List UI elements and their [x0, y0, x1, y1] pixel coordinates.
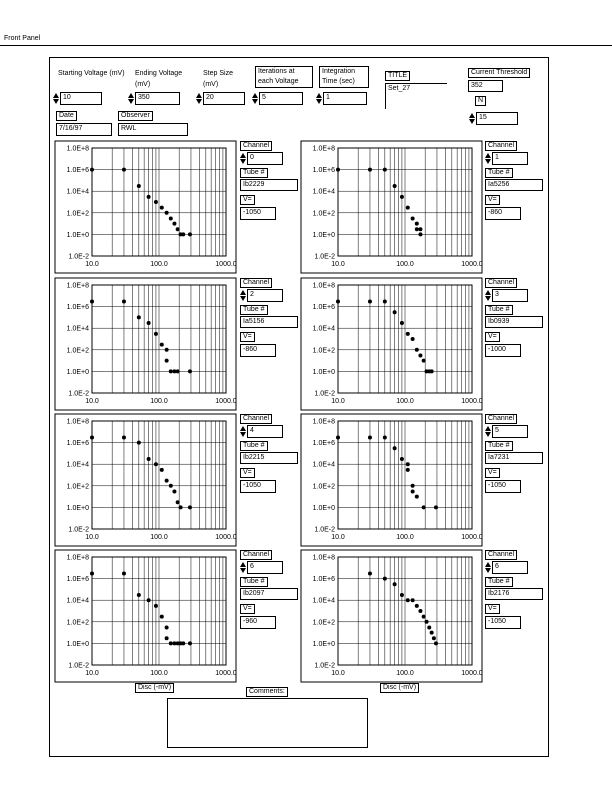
channel-spinner[interactable] — [240, 562, 246, 573]
data-point — [176, 369, 180, 373]
tube-label: Tube # — [240, 305, 268, 315]
x-axis-label-right: Disc (-mV) — [380, 683, 419, 693]
y-tick-label: 1.0E+4 — [66, 597, 89, 605]
x-tick-label: 1000.0 — [215, 534, 237, 541]
data-point — [154, 332, 158, 336]
y-tick-label: 1.0E+6 — [66, 167, 89, 175]
data-point — [165, 625, 169, 629]
tube-label: Tube # — [485, 441, 513, 451]
data-point — [411, 484, 415, 488]
data-point — [169, 641, 173, 645]
ending-voltage-input[interactable]: 350 — [135, 92, 180, 105]
data-point — [393, 184, 397, 188]
x-tick-label: 100.0 — [396, 398, 414, 405]
data-point — [165, 211, 169, 215]
channel-spinner[interactable] — [240, 290, 246, 301]
data-point — [147, 457, 151, 461]
data-point — [169, 369, 173, 373]
y-tick-label: 1.0E-2 — [68, 390, 89, 398]
channel-label: Channel — [240, 278, 272, 288]
data-point — [393, 310, 397, 314]
data-point — [137, 315, 141, 319]
data-point — [406, 206, 410, 210]
x-tick-label: 1000.0 — [461, 534, 483, 541]
y-tick-label: 1.0E+0 — [312, 368, 335, 376]
y-tick-label: 1.0E+2 — [66, 347, 89, 355]
y-tick-label: 1.0E-2 — [68, 662, 89, 670]
title-divider — [0, 45, 612, 46]
tube-input[interactable]: Ib2097 — [240, 588, 298, 600]
y-tick-label: 1.0E+4 — [312, 461, 335, 469]
data-point — [160, 343, 164, 347]
iterations-label: Iterations at each Voltage — [255, 66, 313, 88]
y-tick-label: 1.0E+0 — [66, 368, 89, 376]
voltage-input[interactable]: -860 — [485, 207, 521, 220]
data-point — [122, 571, 126, 575]
channel-spinner[interactable] — [240, 426, 246, 437]
y-tick-label: 1.0E+6 — [312, 440, 335, 448]
channel-input[interactable]: 5 — [492, 425, 528, 438]
tube-input[interactable]: Ia5156 — [240, 316, 298, 328]
data-point — [393, 582, 397, 586]
channel-label: Channel — [485, 414, 517, 424]
y-tick-label: 1.0E+2 — [66, 483, 89, 491]
iterations-input[interactable]: 5 — [259, 92, 303, 105]
channel-input[interactable]: 1 — [492, 152, 528, 165]
data-point — [165, 636, 169, 640]
data-point — [368, 435, 372, 439]
voltage-input[interactable]: -1050 — [485, 616, 521, 629]
tube-label: Tube # — [485, 305, 513, 315]
chart-1 — [300, 140, 488, 277]
data-point — [336, 435, 340, 439]
tube-input[interactable]: Ia5256 — [485, 179, 543, 191]
channel-spinner[interactable] — [485, 153, 491, 164]
tube-input[interactable]: Ib2176 — [485, 588, 543, 600]
data-point — [430, 631, 434, 635]
x-tick-label: 10.0 — [85, 670, 99, 677]
data-point — [122, 435, 126, 439]
chart-6 — [54, 549, 242, 686]
data-point — [368, 299, 372, 303]
channel-label: Channel — [240, 414, 272, 424]
y-tick-label: 1.0E+4 — [312, 325, 335, 333]
chart-7 — [300, 549, 488, 686]
data-point — [415, 222, 419, 226]
tube-label: Tube # — [240, 168, 268, 178]
y-tick-label: 1.0E-2 — [314, 662, 335, 670]
channel-spinner[interactable] — [485, 426, 491, 437]
data-point — [147, 195, 151, 199]
data-point — [383, 577, 387, 581]
n-spinner[interactable] — [469, 113, 475, 124]
data-point — [434, 641, 438, 645]
data-point — [172, 489, 176, 493]
comments-input[interactable] — [167, 698, 368, 748]
channel-input[interactable]: 6 — [492, 561, 528, 574]
data-point — [422, 615, 426, 619]
data-point — [147, 598, 151, 602]
y-tick-label: 1.0E-2 — [314, 526, 335, 534]
channel-spinner[interactable] — [485, 290, 491, 301]
voltage-label: V= — [240, 332, 255, 342]
y-tick-label: 1.0E+8 — [312, 282, 335, 290]
ending-voltage-label: Ending Voltage (mV) — [135, 70, 183, 88]
data-point — [427, 625, 431, 629]
data-point — [411, 216, 415, 220]
data-point — [400, 195, 404, 199]
x-tick-label: 1000.0 — [215, 398, 237, 405]
y-tick-label: 1.0E+2 — [312, 483, 335, 491]
data-point — [422, 505, 426, 509]
data-point — [137, 441, 141, 445]
voltage-label: V= — [485, 332, 500, 342]
data-point — [415, 227, 419, 231]
date-label: Date — [56, 111, 77, 121]
x-tick-label: 10.0 — [85, 261, 99, 268]
integration-time-input[interactable]: 1 — [323, 92, 367, 105]
x-tick-label: 100.0 — [150, 670, 168, 677]
y-tick-label: 1.0E+6 — [312, 576, 335, 584]
integration-time-label: Integration Time (sec) — [319, 66, 369, 88]
data-point — [400, 321, 404, 325]
data-point — [425, 620, 429, 624]
n-label: N — [475, 96, 486, 106]
data-point — [406, 468, 410, 472]
data-point — [154, 200, 158, 204]
x-axis-label-left: Disc (-mV) — [135, 683, 174, 693]
data-point — [176, 227, 180, 231]
data-point — [400, 457, 404, 461]
data-point — [411, 598, 415, 602]
data-point — [154, 462, 158, 466]
channel-input[interactable]: 0 — [247, 152, 283, 165]
data-point — [418, 232, 422, 236]
voltage-input[interactable]: -960 — [240, 616, 276, 629]
date-input[interactable]: 7/16/97 — [56, 123, 112, 136]
data-point — [137, 593, 141, 597]
channel-label: Channel — [485, 550, 517, 560]
data-point — [137, 184, 141, 188]
x-tick-label: 1000.0 — [461, 398, 483, 405]
data-point — [169, 216, 173, 220]
y-tick-label: 1.0E+4 — [66, 461, 89, 469]
x-tick-label: 1000.0 — [215, 670, 237, 677]
x-tick-label: 10.0 — [331, 398, 345, 405]
data-point — [160, 615, 164, 619]
data-point — [188, 232, 192, 236]
data-point — [418, 227, 422, 231]
chart-2 — [54, 277, 242, 414]
current-threshold-value: 352 — [468, 80, 503, 92]
x-tick-label: 100.0 — [396, 670, 414, 677]
voltage-input[interactable]: -1050 — [240, 480, 276, 493]
channel-input[interactable]: 2 — [247, 289, 283, 302]
y-tick-label: 1.0E+8 — [66, 282, 89, 290]
data-point — [181, 641, 185, 645]
starting-voltage-spinner[interactable] — [53, 93, 59, 104]
data-point — [147, 321, 151, 325]
starting-voltage-input[interactable]: 10 — [60, 92, 102, 105]
y-tick-label: 1.0E+0 — [66, 231, 89, 239]
data-point — [154, 604, 158, 608]
y-tick-label: 1.0E-2 — [68, 526, 89, 534]
x-tick-label: 100.0 — [150, 261, 168, 268]
title-input[interactable]: Set_27 — [385, 83, 447, 109]
chart-3 — [300, 277, 488, 414]
y-tick-label: 1.0E-2 — [68, 253, 89, 261]
y-tick-label: 1.0E+8 — [66, 554, 89, 562]
y-tick-label: 1.0E+4 — [66, 325, 89, 333]
x-tick-label: 1000.0 — [461, 670, 483, 677]
step-size-label: Step Size (mV) — [203, 70, 233, 88]
data-point — [415, 348, 419, 352]
chart-0 — [54, 140, 242, 277]
data-point — [160, 206, 164, 210]
y-tick-label: 1.0E+0 — [312, 504, 335, 512]
data-point — [415, 495, 419, 499]
y-tick-label: 1.0E+8 — [66, 418, 89, 426]
tube-label: Tube # — [240, 441, 268, 451]
data-point — [188, 641, 192, 645]
starting-voltage-label: Starting Voltage (mV) — [58, 70, 125, 77]
y-tick-label: 1.0E+6 — [66, 440, 89, 448]
data-point — [368, 571, 372, 575]
data-point — [383, 299, 387, 303]
title-label: TITLE — [385, 71, 410, 81]
iterations-spinner[interactable] — [252, 93, 258, 104]
data-point — [90, 435, 94, 439]
y-tick-label: 1.0E+0 — [66, 640, 89, 648]
voltage-label: V= — [485, 195, 500, 205]
data-point — [432, 636, 436, 640]
data-point — [90, 571, 94, 575]
y-tick-label: 1.0E+8 — [312, 554, 335, 562]
x-tick-label: 10.0 — [331, 534, 345, 541]
step-size-input[interactable]: 20 — [203, 92, 245, 105]
chart-4 — [54, 413, 242, 550]
y-tick-label: 1.0E+0 — [312, 640, 335, 648]
data-point — [418, 609, 422, 613]
y-tick-label: 1.0E+6 — [66, 304, 89, 312]
chart-5 — [300, 413, 488, 550]
data-point — [181, 232, 185, 236]
data-point — [336, 299, 340, 303]
voltage-label: V= — [240, 195, 255, 205]
tube-input[interactable]: Ib2229 — [240, 179, 298, 191]
y-tick-label: 1.0E+2 — [312, 210, 335, 218]
channel-input[interactable]: 3 — [492, 289, 528, 302]
channel-label: Channel — [240, 550, 272, 560]
current-threshold-label: Current Threshold — [468, 68, 530, 78]
tube-input[interactable]: Ib0939 — [485, 316, 543, 328]
data-point — [336, 168, 340, 172]
channel-input[interactable]: 6 — [247, 561, 283, 574]
voltage-input[interactable]: -1050 — [485, 480, 521, 493]
data-point — [188, 369, 192, 373]
n-input[interactable]: 15 — [476, 112, 518, 125]
channel-input[interactable]: 4 — [247, 425, 283, 438]
y-tick-label: 1.0E+6 — [66, 576, 89, 584]
y-tick-label: 1.0E+2 — [312, 347, 335, 355]
tube-input[interactable]: Ib2215 — [240, 452, 298, 464]
data-point — [188, 505, 192, 509]
x-tick-label: 10.0 — [85, 398, 99, 405]
tube-input[interactable]: Ia7231 — [485, 452, 543, 464]
y-tick-label: 1.0E+6 — [312, 167, 335, 175]
channel-label: Channel — [485, 141, 517, 151]
data-point — [406, 462, 410, 466]
data-point — [418, 353, 422, 357]
x-tick-label: 100.0 — [150, 534, 168, 541]
observer-input[interactable]: RWL — [118, 123, 188, 136]
y-tick-label: 1.0E+2 — [66, 619, 89, 627]
window-title: Front Panel — [4, 35, 41, 42]
x-tick-label: 1000.0 — [461, 261, 483, 268]
y-tick-label: 1.0E+8 — [312, 145, 335, 153]
voltage-label: V= — [240, 468, 255, 478]
data-point — [90, 168, 94, 172]
x-tick-label: 100.0 — [150, 398, 168, 405]
data-point — [411, 489, 415, 493]
channel-spinner[interactable] — [240, 153, 246, 164]
data-point — [406, 598, 410, 602]
data-point — [411, 337, 415, 341]
voltage-input[interactable]: -1050 — [240, 207, 276, 220]
x-tick-label: 10.0 — [85, 534, 99, 541]
tube-label: Tube # — [485, 577, 513, 587]
y-tick-label: 1.0E+0 — [312, 231, 335, 239]
y-tick-label: 1.0E+4 — [66, 188, 89, 196]
observer-label: Observer — [118, 111, 153, 121]
data-point — [383, 168, 387, 172]
data-point — [165, 359, 169, 363]
data-point — [172, 222, 176, 226]
data-point — [368, 168, 372, 172]
channel-spinner[interactable] — [485, 562, 491, 573]
data-point — [90, 299, 94, 303]
tube-label: Tube # — [240, 577, 268, 587]
data-point — [415, 604, 419, 608]
x-tick-label: 100.0 — [396, 534, 414, 541]
y-tick-label: 1.0E+6 — [312, 304, 335, 312]
y-tick-label: 1.0E+8 — [66, 145, 89, 153]
data-point — [176, 500, 180, 504]
data-point — [383, 435, 387, 439]
channel-label: Channel — [485, 278, 517, 288]
comments-label: Comments: — [246, 687, 288, 697]
step-size-spinner[interactable] — [196, 93, 202, 104]
y-tick-label: 1.0E+4 — [312, 597, 335, 605]
voltage-label: V= — [485, 468, 500, 478]
tube-label: Tube # — [485, 168, 513, 178]
x-tick-label: 1000.0 — [215, 261, 237, 268]
y-tick-label: 1.0E-2 — [314, 253, 335, 261]
y-tick-label: 1.0E-2 — [314, 390, 335, 398]
data-point — [165, 479, 169, 483]
integration-time-spinner[interactable] — [316, 93, 322, 104]
data-point — [393, 446, 397, 450]
voltage-input[interactable]: -860 — [240, 344, 276, 357]
voltage-label: V= — [240, 604, 255, 614]
y-tick-label: 1.0E+2 — [312, 619, 335, 627]
data-point — [179, 505, 183, 509]
data-point — [122, 299, 126, 303]
data-point — [422, 359, 426, 363]
x-tick-label: 10.0 — [331, 670, 345, 677]
data-point — [122, 168, 126, 172]
y-tick-label: 1.0E+2 — [66, 210, 89, 218]
data-point — [165, 348, 169, 352]
data-point — [430, 369, 434, 373]
data-point — [406, 332, 410, 336]
voltage-input[interactable]: -1000 — [485, 344, 521, 357]
voltage-label: V= — [485, 604, 500, 614]
y-tick-label: 1.0E+0 — [66, 504, 89, 512]
x-tick-label: 100.0 — [396, 261, 414, 268]
data-point — [434, 505, 438, 509]
data-point — [169, 484, 173, 488]
data-point — [400, 593, 404, 597]
data-point — [160, 468, 164, 472]
ending-voltage-spinner[interactable] — [128, 93, 134, 104]
y-tick-label: 1.0E+8 — [312, 418, 335, 426]
channel-label: Channel — [240, 141, 272, 151]
y-tick-label: 1.0E+4 — [312, 188, 335, 196]
x-tick-label: 10.0 — [331, 261, 345, 268]
